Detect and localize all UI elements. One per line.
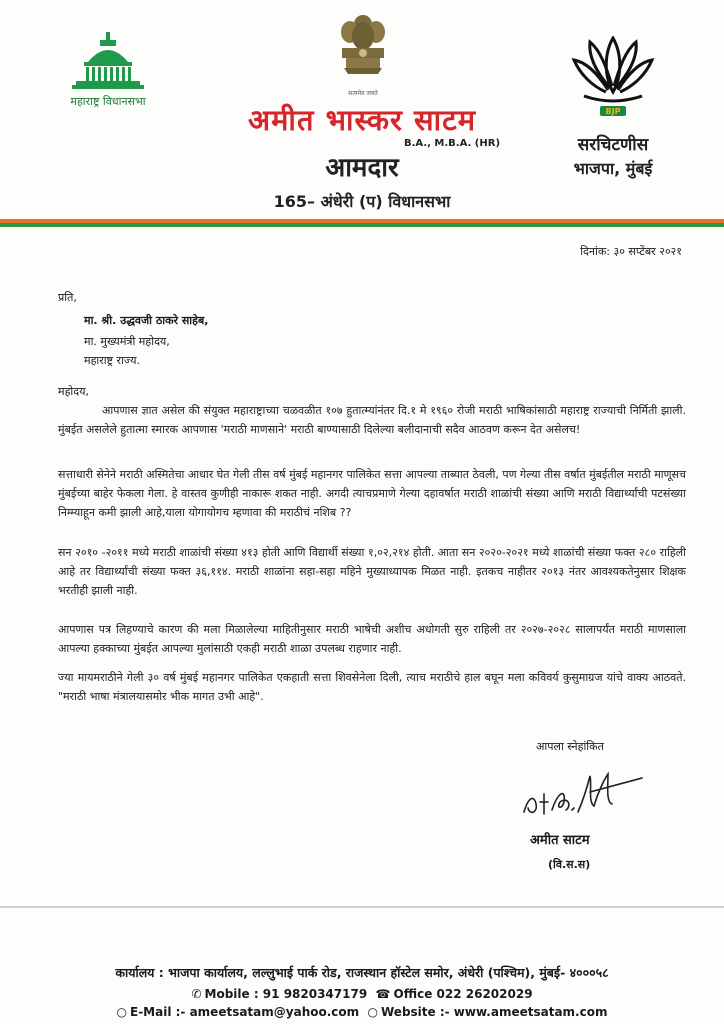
vidhansabha-caption: महाराष्ट्र विधानसभा (70, 95, 146, 108)
recipient-state: महाराष्ट्र राज्य. (84, 354, 141, 367)
signer-designation: (वि.स.स) (548, 858, 591, 871)
letter-date: दिनांक: ३० सप्टेंबर २०२१ (580, 245, 682, 258)
party-post: सरचिटणीस (577, 135, 649, 155)
bullet-icon: ○ (116, 1005, 127, 1019)
website-link[interactable]: Website :- www.ameetsatam.com (381, 1005, 608, 1019)
office-address: कार्यालय : भाजपा कार्यालय, लल्लुभाई पार्क रोड, राजस्थान हॉस्टेल समोर, अंधेरी (पश्चिम), मुंबई- ४०००५८ (115, 965, 609, 980)
email-address[interactable]: E-Mail :- ameetsatam@yahoo.com (130, 1005, 360, 1019)
web-line (0, 1005, 724, 1019)
signature-scribble-icon (518, 762, 648, 824)
recipient-name: मा. श्री. उद्धवजी ठाकरे साहेब, (84, 314, 209, 327)
emblem-motto: सत्यमेव जयते (348, 90, 378, 97)
mla-title: आमदार (325, 153, 399, 183)
closing: आपला स्नेहांकित (536, 740, 604, 753)
bjp-mark-text: BJP (605, 107, 621, 116)
green-divider (0, 223, 724, 227)
paragraph-5: ज्या मायमराठीने गेली ३० वर्ष मुंबई महानगर पालिकेत एकहाती सत्ता शिवसेनेला दिली, त्याच मराठीचे हाल बघून मला कविवर्य कुसुमाग्रज यांचे वाक्य आठवते. "मराठी भाषा मंत्रालयासमोर भीक मागत उभी आहे". (58, 671, 686, 703)
phone-icon: ✆ (191, 987, 202, 1001)
signature (518, 762, 648, 828)
footer-divider (0, 906, 724, 908)
phone-line (0, 987, 724, 1001)
ashoka-lion-icon (334, 12, 392, 84)
mobile-number: Mobile : 91 9820347179 (204, 987, 368, 1001)
vidhansabha-logo (58, 32, 158, 109)
vidhan-bhavan-icon (70, 32, 146, 90)
signer-name: अमीत साटम (530, 833, 590, 848)
office-number: Office 022 26202029 (393, 987, 533, 1001)
national-emblem (332, 12, 394, 97)
constituency: 165– अंधेरी (प) विधानसभा (273, 192, 451, 211)
paragraph-2: सत्ताधारी सेनेने मराठी अस्मितेचा आधार घेत गेली तीस वर्ष मुंबई महानगर पालिकेत सत्ता आपल्या ताब्यात ठेवली, पण गेल्या तीस वर्षात मुंबईतील मराठी माणूसच मुंबईच्या बाहेर फेकला गेला. हे वास्तव कुणीही नाकारू शकत नाही. अगदी त्याचप्रमाणे गेल्या दहावर्षात मराठी शाळांची संख्या आणि मराठी विद्यार्थ्यांची पटसंख्या निम्म्याहून कमी झाली आहे,याला योगायोगच म्हणावा की मराठीचं नशिब ?? (58, 468, 686, 519)
recipient-designation: मा. मुख्यमंत्री महोदय, (84, 335, 170, 348)
paragraph-4: आपणास पत्र लिहण्याचे कारण की मला मिळालेल्या माहितीनुसार मराठी भाषेची अशीच अधोगती सुरु राहिली तर २०२७-२०२८ सालापर्यंत मराठी माणसाला आपल्या हक्काच्या मुंबईत आपल्या मुलांसाठी एकही मराठी शाळा उपलब्ध राहणार नाही. (58, 623, 686, 655)
telephone-icon: ☎ (375, 987, 391, 1001)
bullet-icon: ○ (367, 1005, 378, 1019)
paragraph-1: आपणास ज्ञात असेल की संयुक्त महाराष्ट्राच्या चळवळीत १०७ हुतात्म्यांनंतर दि.१ मे १९६० रोजी मराठी भाषिकांसाठी महाराष्ट्र राज्याची निर्मिती झाली. मुंबईत असलेले हुतात्मा स्मारक आपणास 'मराठी माणसाने' मराठी बाण्यासाठी दिलेल्या बलीदानाची सदैव आठवण करून देत असेलच! (58, 404, 686, 436)
salutation: महोदय, (58, 385, 89, 398)
recipient-prefix: प्रति, (58, 291, 77, 304)
party-org: भाजपा, मुंबई (573, 159, 653, 178)
mla-name: अमीत भास्कर साटम (247, 103, 477, 137)
mla-degree: B.A., M.B.A. (HR) (404, 138, 501, 149)
paragraph-3: सन २०१० -२०११ मध्ये मराठी शाळांची संख्या ४१३ होती आणि विद्यार्थी संख्या १,०२,२१४ होती. आता सन २०२०-२०२१ मध्ये शाळांची संख्या फक्त २८० राहिली आहे तर विद्यार्थ्यांची संख्या फक्त ३६,११४. मराठी शाळांना सहा-सहा महिने मुख्याध्यापक मिळत नाही. इतकच नाहीतर २०१३ नंतर आवश्यकतेनुसार शिक्षक भरतीही झाली नाही. (58, 546, 686, 597)
